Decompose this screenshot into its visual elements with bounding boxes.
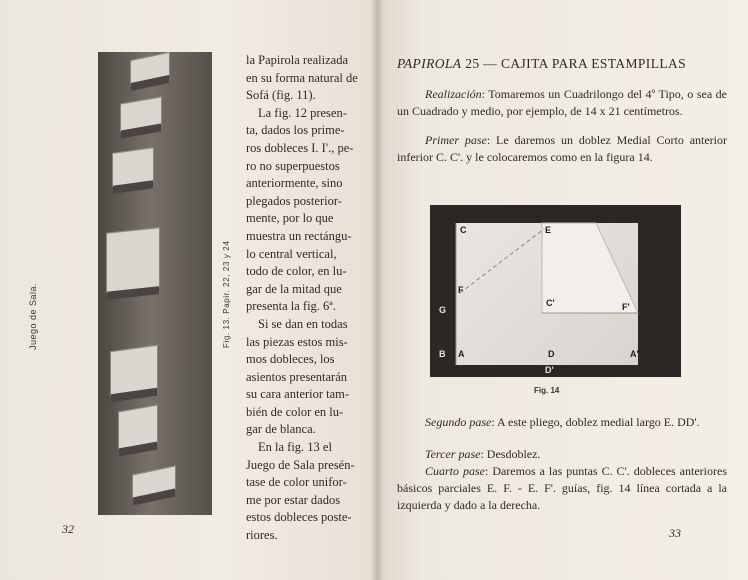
paragraph-cuarto-pase — [397, 463, 727, 514]
text: : Le daremos un doblez Medial Corto anterior inferior C. C'. y le colocaremos como en la figura 14. — [397, 133, 728, 164]
label-c-prime: C' — [546, 298, 555, 308]
label: Tercer pase — [425, 447, 481, 461]
title-italic: PAPIROLA — [397, 56, 462, 71]
text-line: anteriormente, sino — [246, 176, 343, 191]
label-c: C — [460, 225, 467, 235]
text-line: Sofá (fig. 11). — [246, 88, 316, 103]
text-line: su cara anterior tam- — [246, 387, 350, 402]
text-line: En la fig. 13 el — [258, 440, 332, 455]
text-line: la Papirola realizada — [246, 53, 349, 67]
right-page — [377, 0, 748, 580]
paragraph-primer-pase — [397, 132, 727, 166]
text: : Tomaremos un Cuadrilongo del 4º Tipo, o sea de un Cuadrado y medio, por ejemplo, de 14 x 21 centímetros. — [397, 87, 727, 118]
text-line: presenta la fig. 6ª. — [246, 299, 336, 314]
text-line: ros dobleces I. I'., pe- — [246, 140, 354, 155]
page-number-right: 33 — [669, 526, 681, 540]
label: Realización — [425, 87, 482, 101]
text-line: bién de color en lu- — [246, 404, 344, 419]
label-d-prime: D' — [545, 365, 554, 375]
paragraph-segundo-pase — [397, 414, 727, 431]
text-line: lo central vertical, — [246, 246, 337, 261]
text-line: ro no superpuestos — [246, 158, 340, 173]
text-line: todo de color, en lu- — [246, 264, 347, 279]
left-body-text — [246, 52, 358, 545]
text-line: mente, por lo que — [246, 211, 334, 226]
text: : A este pliego, doblez medial largo E. DD'. — [491, 415, 700, 429]
text-line: tase de color unifor- — [246, 475, 347, 490]
text-line: muestra un rectángu- — [246, 228, 352, 243]
label-g: G — [439, 305, 447, 315]
text-line: en su forma natural de — [246, 70, 358, 85]
text-line: Si se dan en todas — [258, 316, 348, 331]
text-line: me por estar dados — [246, 492, 341, 507]
label: Primer pase — [425, 133, 487, 147]
page-number-left: 32 — [62, 522, 74, 536]
book-gutter — [370, 0, 384, 580]
label-a: A — [458, 349, 465, 359]
paragraph-realizacion — [397, 86, 727, 120]
text-line: gar de blanca. — [246, 422, 316, 437]
text-line: las piezas estos mis- — [246, 334, 348, 349]
figure-14-photo — [430, 205, 681, 377]
text: : Daremos a las puntas C. C'. dobleces anteriores básicos parciales E. F. - E. F'. guías, fig. 14 línea cortada a la izquierda y dado a la derecha. — [397, 464, 727, 512]
text: : Desdoblez. — [480, 447, 541, 461]
text-line: plegados posterior- — [246, 193, 342, 208]
label-b: B — [439, 349, 446, 359]
text-line: riores. — [246, 528, 278, 543]
label-f: F — [458, 285, 464, 295]
label: Cuarto pase — [425, 464, 485, 478]
figure-14-caption: Fig. 14 — [534, 386, 560, 395]
label-e: E — [545, 225, 552, 235]
title-rest: 25 — CAJITA PARA ESTAMPILLAS — [461, 56, 687, 71]
text-line: Juego de Sala presén- — [246, 457, 355, 472]
label-a-prime: A' — [630, 349, 639, 359]
text-line: La fig. 12 presen- — [258, 105, 347, 120]
text-line: estos dobleces poste- — [246, 510, 352, 525]
text-line: ta, dados los prime- — [246, 123, 345, 138]
label-d: D — [548, 349, 555, 359]
text-line: mos dobleces, los — [246, 352, 335, 367]
furniture-photo — [98, 52, 212, 515]
label-f-prime: F' — [622, 302, 630, 312]
label: Segundo pase — [425, 415, 492, 429]
fold-diagram — [430, 205, 681, 377]
text-line: asientos presentarán — [246, 369, 348, 384]
side-caption: Juego de Sala. — [28, 282, 38, 350]
figure-13-caption: Fig. 13. Papir. 22, 23 y 24 — [222, 240, 231, 348]
page-title — [397, 56, 686, 72]
paragraph-tercer-pase — [397, 446, 727, 463]
text-line: gar de la mitad que — [246, 281, 342, 296]
